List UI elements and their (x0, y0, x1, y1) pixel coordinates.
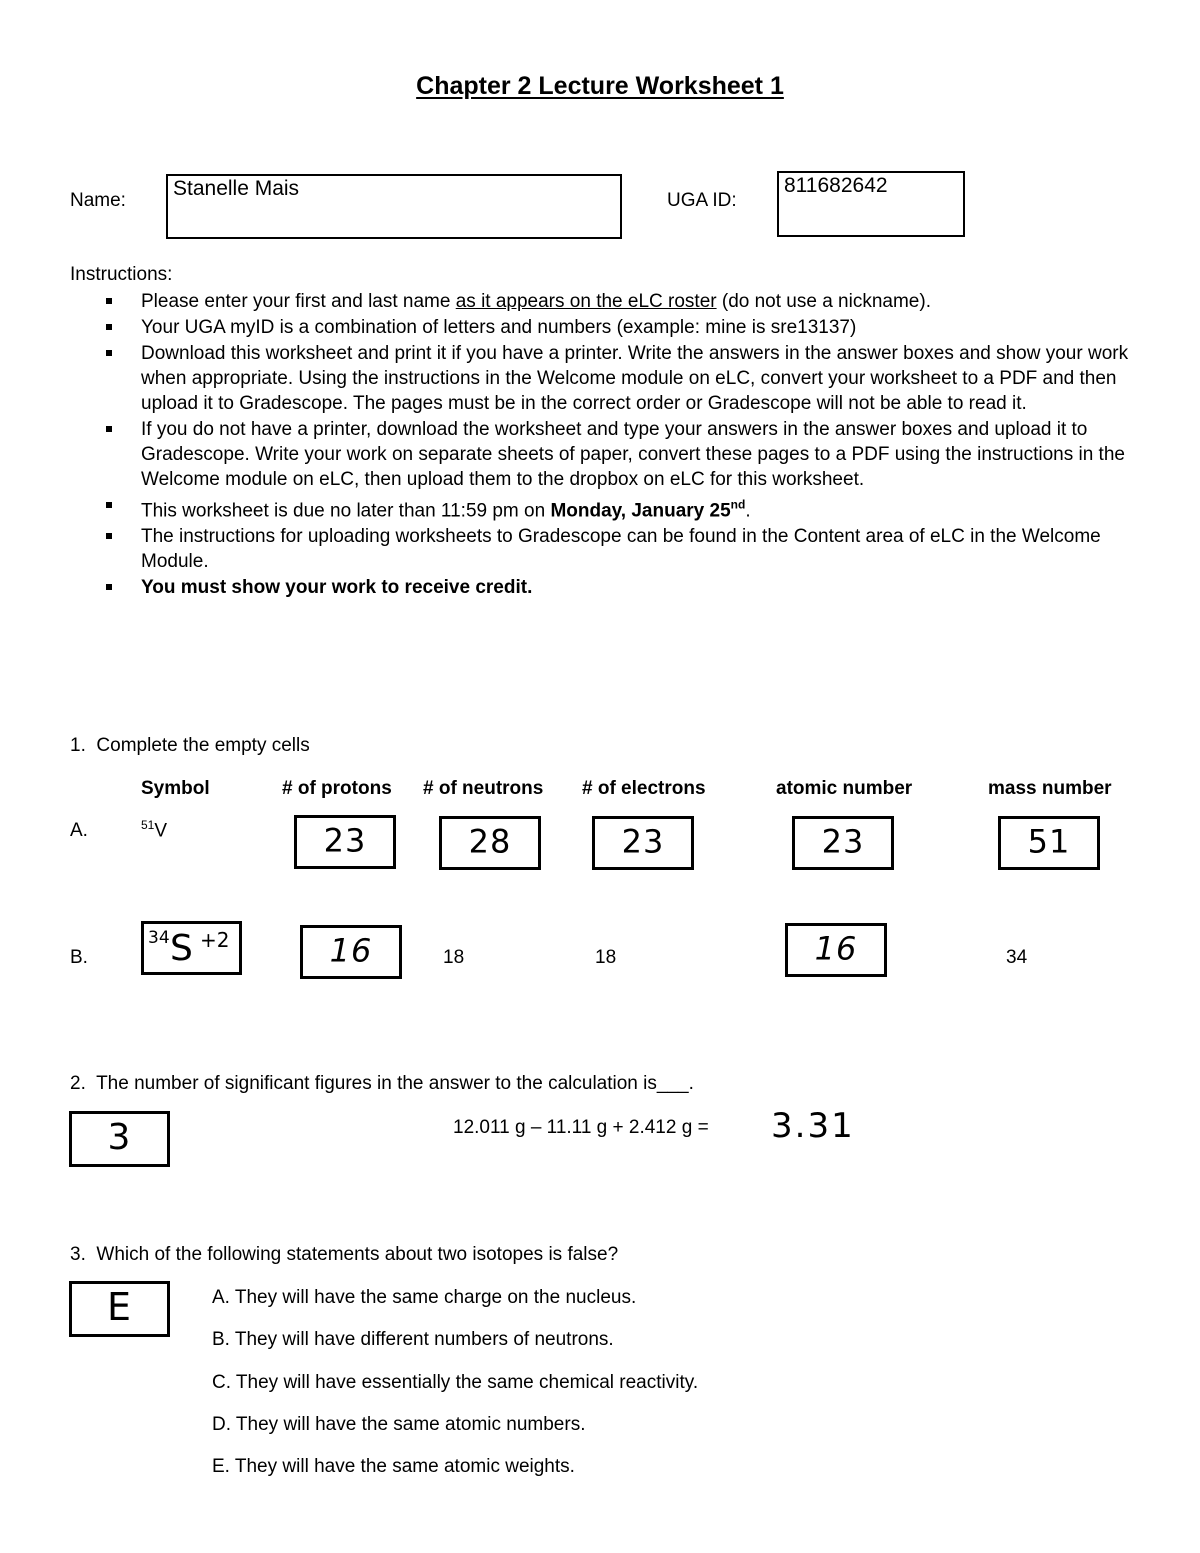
list-item: Your UGA myID is a combination of letters and numbers (example: mine is sre13137) (106, 315, 1146, 340)
page-title: Chapter 2 Lecture Worksheet 1 (416, 72, 784, 100)
q3-option-b: B. They will have different numbers of neutrons. (212, 1329, 614, 1350)
bullet-icon (106, 324, 112, 330)
header-electrons: # of electrons (582, 778, 706, 799)
row-b-symbol-charge: +2 (200, 928, 230, 952)
row-a-symbol: $^{51}$V (141, 818, 168, 842)
row-a-atomic-box[interactable] (792, 816, 894, 870)
q3-answer-box[interactable] (69, 1281, 170, 1337)
bullet-icon (106, 502, 112, 508)
uga-id-label: UGA ID: (667, 190, 737, 211)
bullet-icon (106, 426, 112, 432)
row-b-protons-box[interactable] (300, 925, 402, 979)
instructions-list (106, 289, 1146, 601)
list-item: You must show your work to receive credit. (106, 575, 1146, 600)
row-a-neutrons-box[interactable] (439, 816, 541, 870)
bullet-icon (106, 533, 112, 539)
q2-answer-box[interactable] (69, 1111, 170, 1167)
q2-result: 3.31 (771, 1106, 855, 1146)
row-b-symbol-box[interactable] (141, 921, 242, 975)
list-item: Download this worksheet and print it if you have a printer. Write the answers in the answer boxes and show your work when appropriate. Using the instructions in the Welcome module on eLC, convert your worksheet to a PDF and then upload it to Gradescope. The pages must be in the correct order or Gradescope will not be able to read it. (106, 341, 1146, 416)
row-b-symbol-element: S (170, 928, 193, 969)
q3-option-d: D. They will have the same atomic numbers. (212, 1414, 586, 1435)
row-a-electrons: 23 (621, 822, 665, 861)
name-field[interactable] (166, 174, 622, 239)
list-item: This worksheet is due no later than 11:59 pm on Monday, January 25nd. (106, 493, 1146, 523)
list-item: The instructions for uploading worksheets to Gradescope can be found in the Content area of eLC in the Welcome Module. (106, 524, 1146, 574)
header-symbol: Symbol (141, 778, 210, 799)
row-b-neutrons: 18 (443, 947, 465, 968)
row-a-protons: 23 (323, 821, 367, 860)
row-b-protons: 16 (329, 931, 373, 970)
row-a-label: A. (70, 820, 88, 841)
bullet-icon (106, 298, 112, 304)
name-label: Name: (70, 190, 126, 211)
row-b-label: B. (70, 947, 88, 968)
header-mass-number: mass number (988, 778, 1112, 799)
row-b-mass: 34 (1006, 947, 1028, 968)
row-b-symbol-mass: 34 (148, 928, 170, 948)
bullet-icon (106, 350, 112, 356)
q1-prompt: 1. Complete the empty cells (70, 735, 310, 756)
row-b-atomic-box[interactable] (785, 923, 887, 977)
row-a-neutrons: 28 (468, 822, 512, 861)
q3-option-a: A. They will have the same charge on the nucleus. (212, 1287, 637, 1308)
q2-equation: 12.011 g – 11.11 g + 2.412 g = (453, 1117, 709, 1138)
due-date: Monday, January 25 (550, 500, 731, 522)
q3-answer: E (106, 1285, 132, 1330)
header-atomic-number: atomic number (776, 778, 913, 799)
q3-option-c: C. They will have essentially the same chemical reactivity. (212, 1372, 699, 1393)
roster-underline: as it appears on the eLC roster (455, 291, 717, 312)
uga-id-value: 811682642 (784, 174, 888, 197)
row-a-atomic: 23 (821, 822, 865, 861)
list-item: Please enter your first and last name as it appears on the eLC roster (do not use a nickname). (106, 289, 1146, 314)
row-b-electrons: 18 (595, 947, 617, 968)
header-neutrons: # of neutrons (423, 778, 544, 799)
instructions-heading: Instructions: (70, 264, 173, 285)
row-a-mass: 51 (1027, 822, 1071, 861)
row-b-atomic: 16 (814, 929, 858, 968)
name-value: Stanelle Mais (173, 177, 300, 200)
row-a-mass-box[interactable] (998, 816, 1100, 870)
q2-prompt: 2. The number of significant figures in the answer to the calculation is___. (70, 1073, 694, 1094)
header-protons: # of protons (282, 778, 392, 799)
q3-option-e: E. They will have the same atomic weights. (212, 1456, 575, 1477)
bullet-icon (106, 584, 112, 590)
row-a-protons-box[interactable] (294, 815, 396, 869)
row-a-electrons-box[interactable] (592, 816, 694, 870)
uga-id-field[interactable] (777, 171, 965, 237)
q3-prompt: 3. Which of the following statements about two isotopes is false? (70, 1244, 619, 1265)
q2-answer: 3 (107, 1116, 132, 1158)
list-item: If you do not have a printer, download the worksheet and type your answers in the answer boxes and upload it to Gradescope. Write your work on separate sheets of paper, convert these pages to a PDF using the instructions in the Welcome module on eLC, then upload them to the dropbox on eLC for this worksheet. (106, 417, 1146, 492)
